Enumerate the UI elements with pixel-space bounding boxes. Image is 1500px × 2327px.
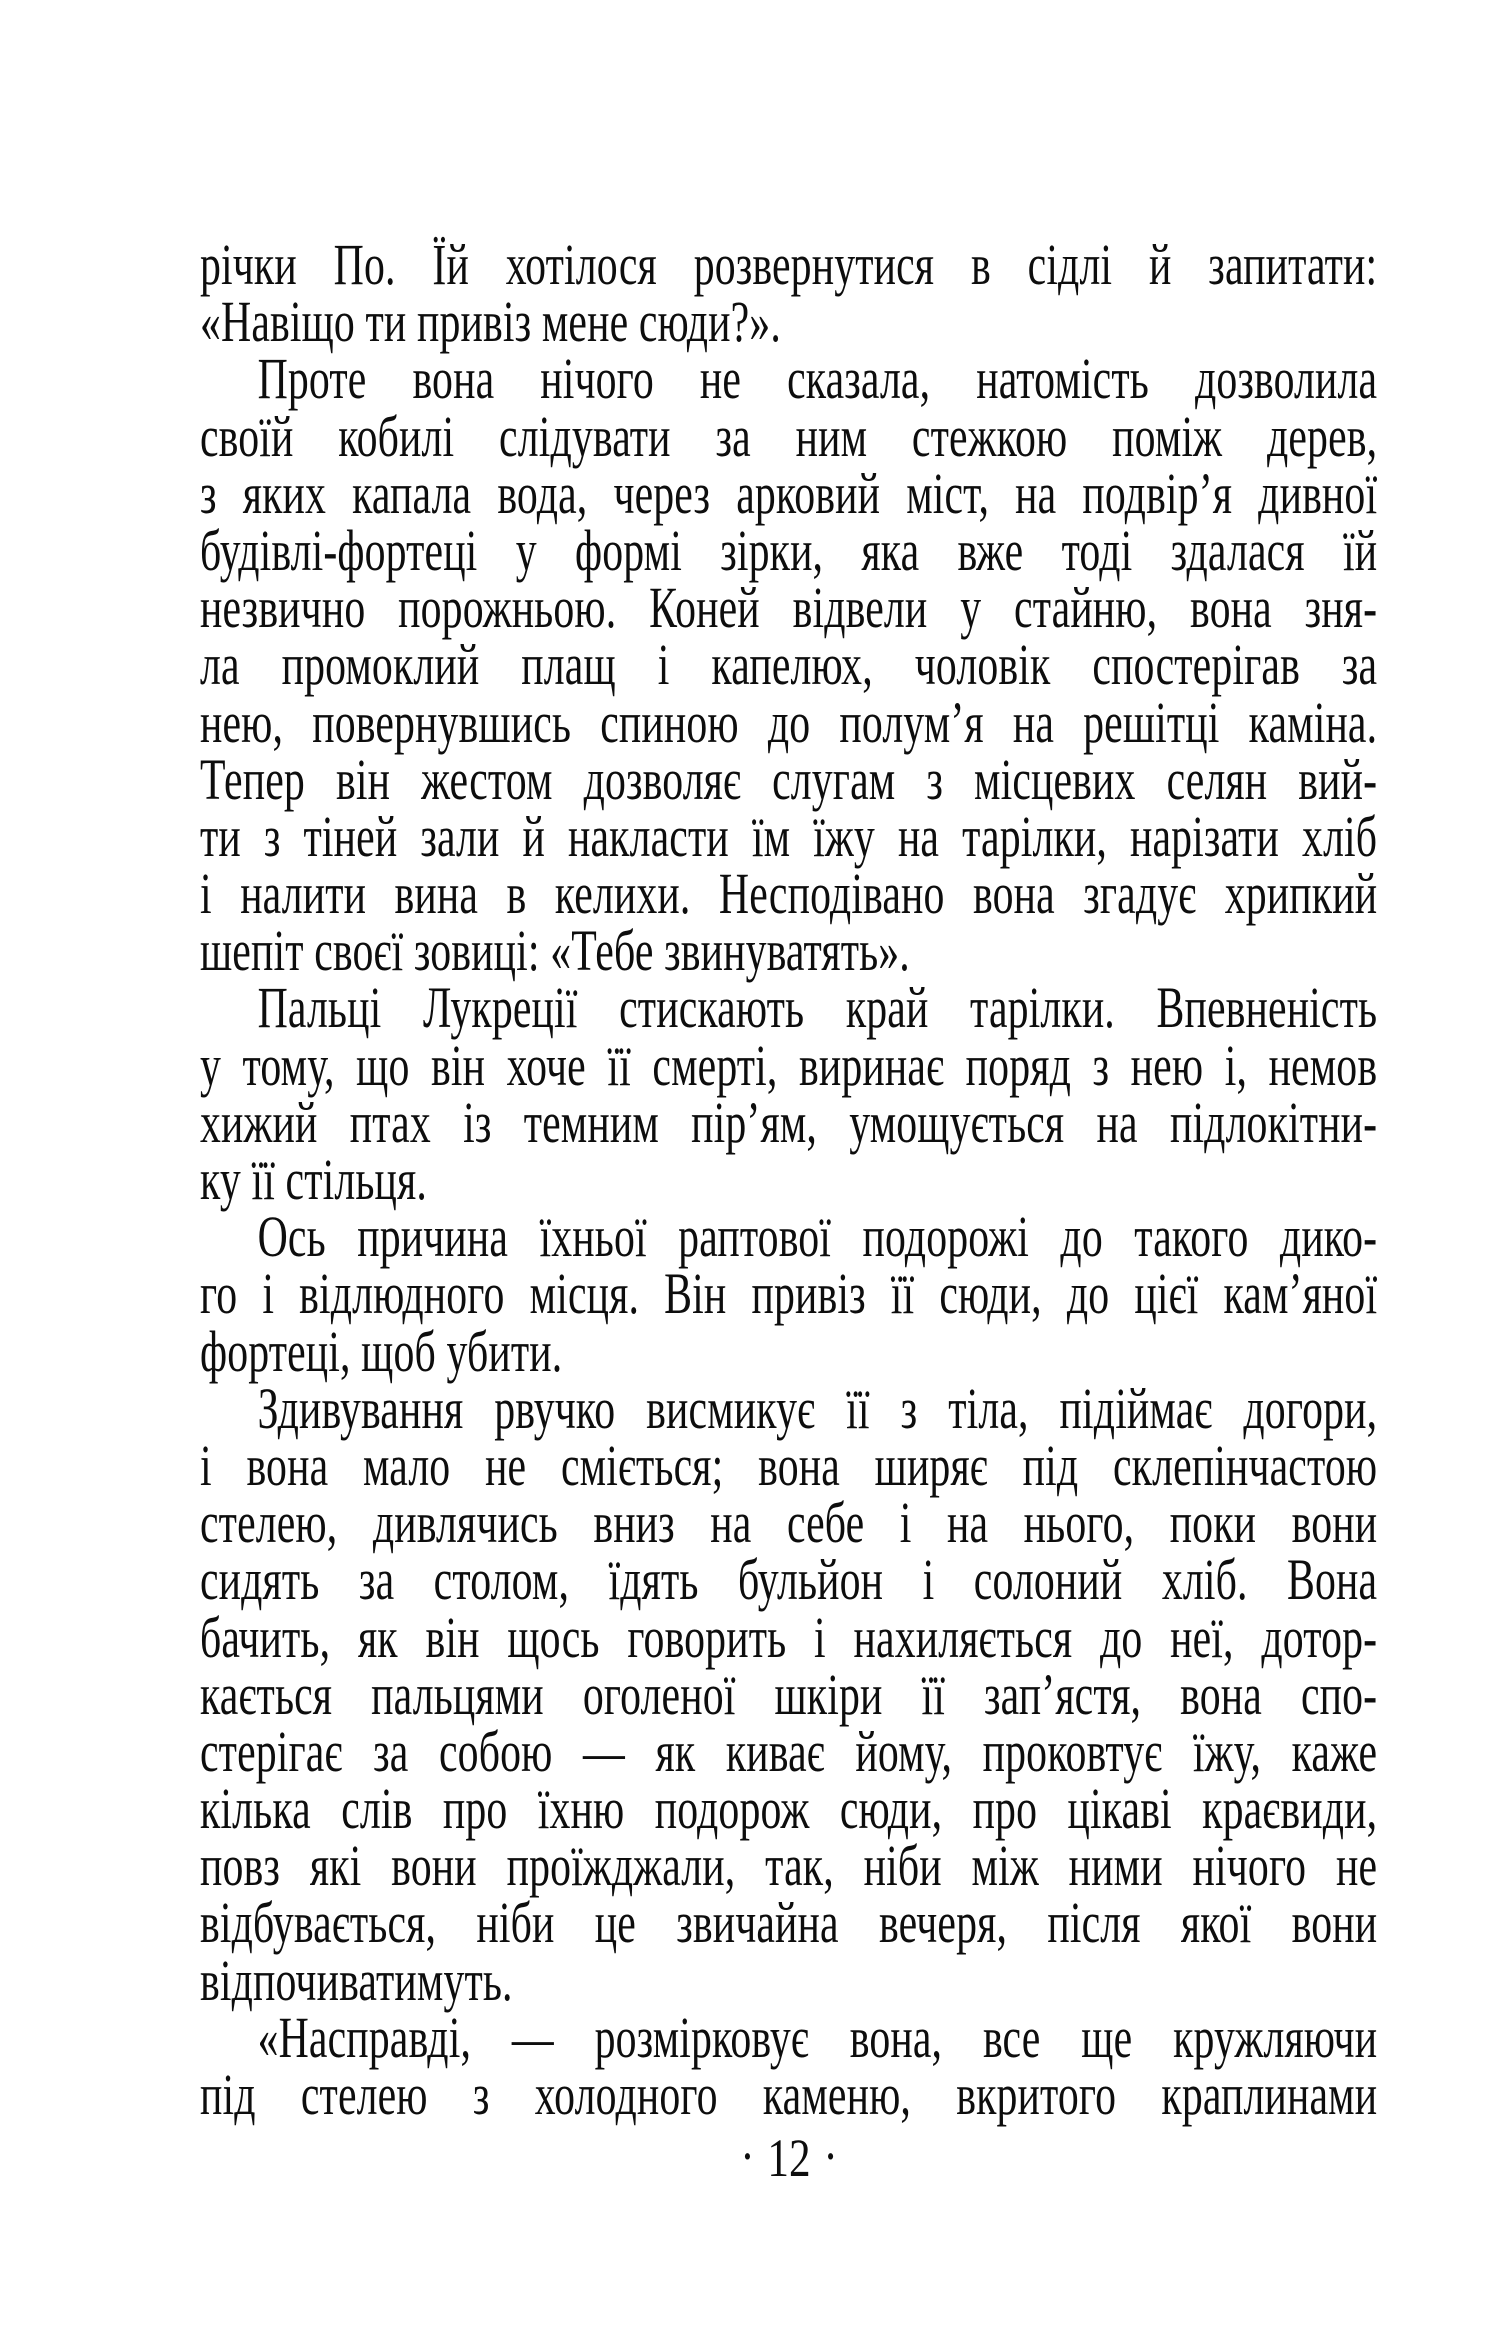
text-line: кається пальцями оголеної шкіри її зап’ястя, вона спо- — [200, 1661, 1378, 1727]
text-line: сидять за столом, їдять бульйон і солоний хліб. Вона — [200, 1547, 1378, 1613]
folio-dot-right: · — [822, 2126, 838, 2186]
text-line: ти з тіней зали й накласти їм їжу на тарілки, нарізати хліб — [200, 803, 1378, 869]
text-line: у тому, що він хоче її смерті, виринає поряд з нею і, немов — [200, 1032, 1378, 1098]
text-line: і налити вина в келихи. Несподівано вона згадує хрипкий — [200, 861, 1378, 927]
text-line: фортеці, щоб убити. — [200, 1318, 563, 1384]
text-line: стелею, дивлячись вниз на себе і на нього, поки вони — [200, 1490, 1378, 1556]
text-line: «Насправді, — розмірковує вона, все ще кружляючи — [257, 2004, 1378, 2070]
text-line: Тепер він жестом дозволяє слугам з місцевих селян вий- — [200, 746, 1378, 812]
text-line: «Навіщо ти привіз мене сюди?». — [200, 289, 781, 355]
text-line: шепіт своєї зовиці: «Тебе звинуватять». — [200, 918, 910, 984]
text-line: го і відлюдного місця. Він привіз її сюди, до цієї кам’яної — [200, 1261, 1378, 1327]
text-line: нею, повернувшись спиною до полум’я на решітці каміна. — [200, 689, 1378, 755]
folio-dot-left: · — [739, 2126, 755, 2186]
page-number-group — [740, 2128, 838, 2188]
text-line: ла промоклий плащ і капелюх, чоловік спостерігав за — [200, 632, 1378, 698]
text-line: хижий птах із темним пір’ям, умощується на підлокітни- — [200, 1089, 1378, 1155]
text-line: річки По. Їй хотілося розвернутися в сідлі й запитати: — [200, 232, 1378, 297]
text-line: своїй кобилі слідувати за ним стежкою поміж дерев, — [200, 403, 1378, 469]
text-line: Пальці Лукреції стискають край тарілки. Впевненість — [257, 975, 1378, 1041]
text-line: Проте вона нічого не сказала, натомість дозволила — [257, 346, 1378, 412]
text-line: відбувається, ніби це звичайна вечеря, після якої вони — [200, 1890, 1378, 1956]
text-line: Здивування рвучко висмикує її з тіла, підіймає догори, — [257, 1375, 1378, 1441]
text-line: повз які вони проїжджали, так, ніби між ними нічого не — [200, 1833, 1378, 1899]
text-line: незвично порожньою. Коней відвели у стайню, вона зня- — [200, 575, 1378, 641]
text-line: бачить, як він щось говорить і нахиляється до неї, дотор- — [200, 1604, 1378, 1670]
text-line: Ось причина їхньої раптової подорожі до такого дико- — [257, 1204, 1378, 1270]
text-line: будівлі-фортеці у формі зірки, яка вже тоді здалася їй — [200, 517, 1378, 583]
text-line: під стелею з холодного каменю, вкритого краплинами — [200, 2062, 1378, 2127]
page-text — [200, 232, 1378, 2127]
text-line: і вона мало не сміється; вона ширяє під склепінчастою — [200, 1432, 1378, 1498]
text-line: кілька слів про їхню подорож сюди, про цікаві краєвиди, — [200, 1776, 1378, 1842]
page-footer — [200, 2128, 1377, 2188]
page-number: 12 — [766, 2128, 811, 2188]
text-line: з яких капала вода, через арковий міст, на подвір’я дивної — [200, 460, 1378, 526]
text-line: відпочиватимуть. — [200, 1947, 513, 2013]
text-line: стерігає за собою — як киває йому, проковтує їжу, каже — [200, 1718, 1378, 1784]
text-line: ку її стільця. — [200, 1147, 427, 1212]
